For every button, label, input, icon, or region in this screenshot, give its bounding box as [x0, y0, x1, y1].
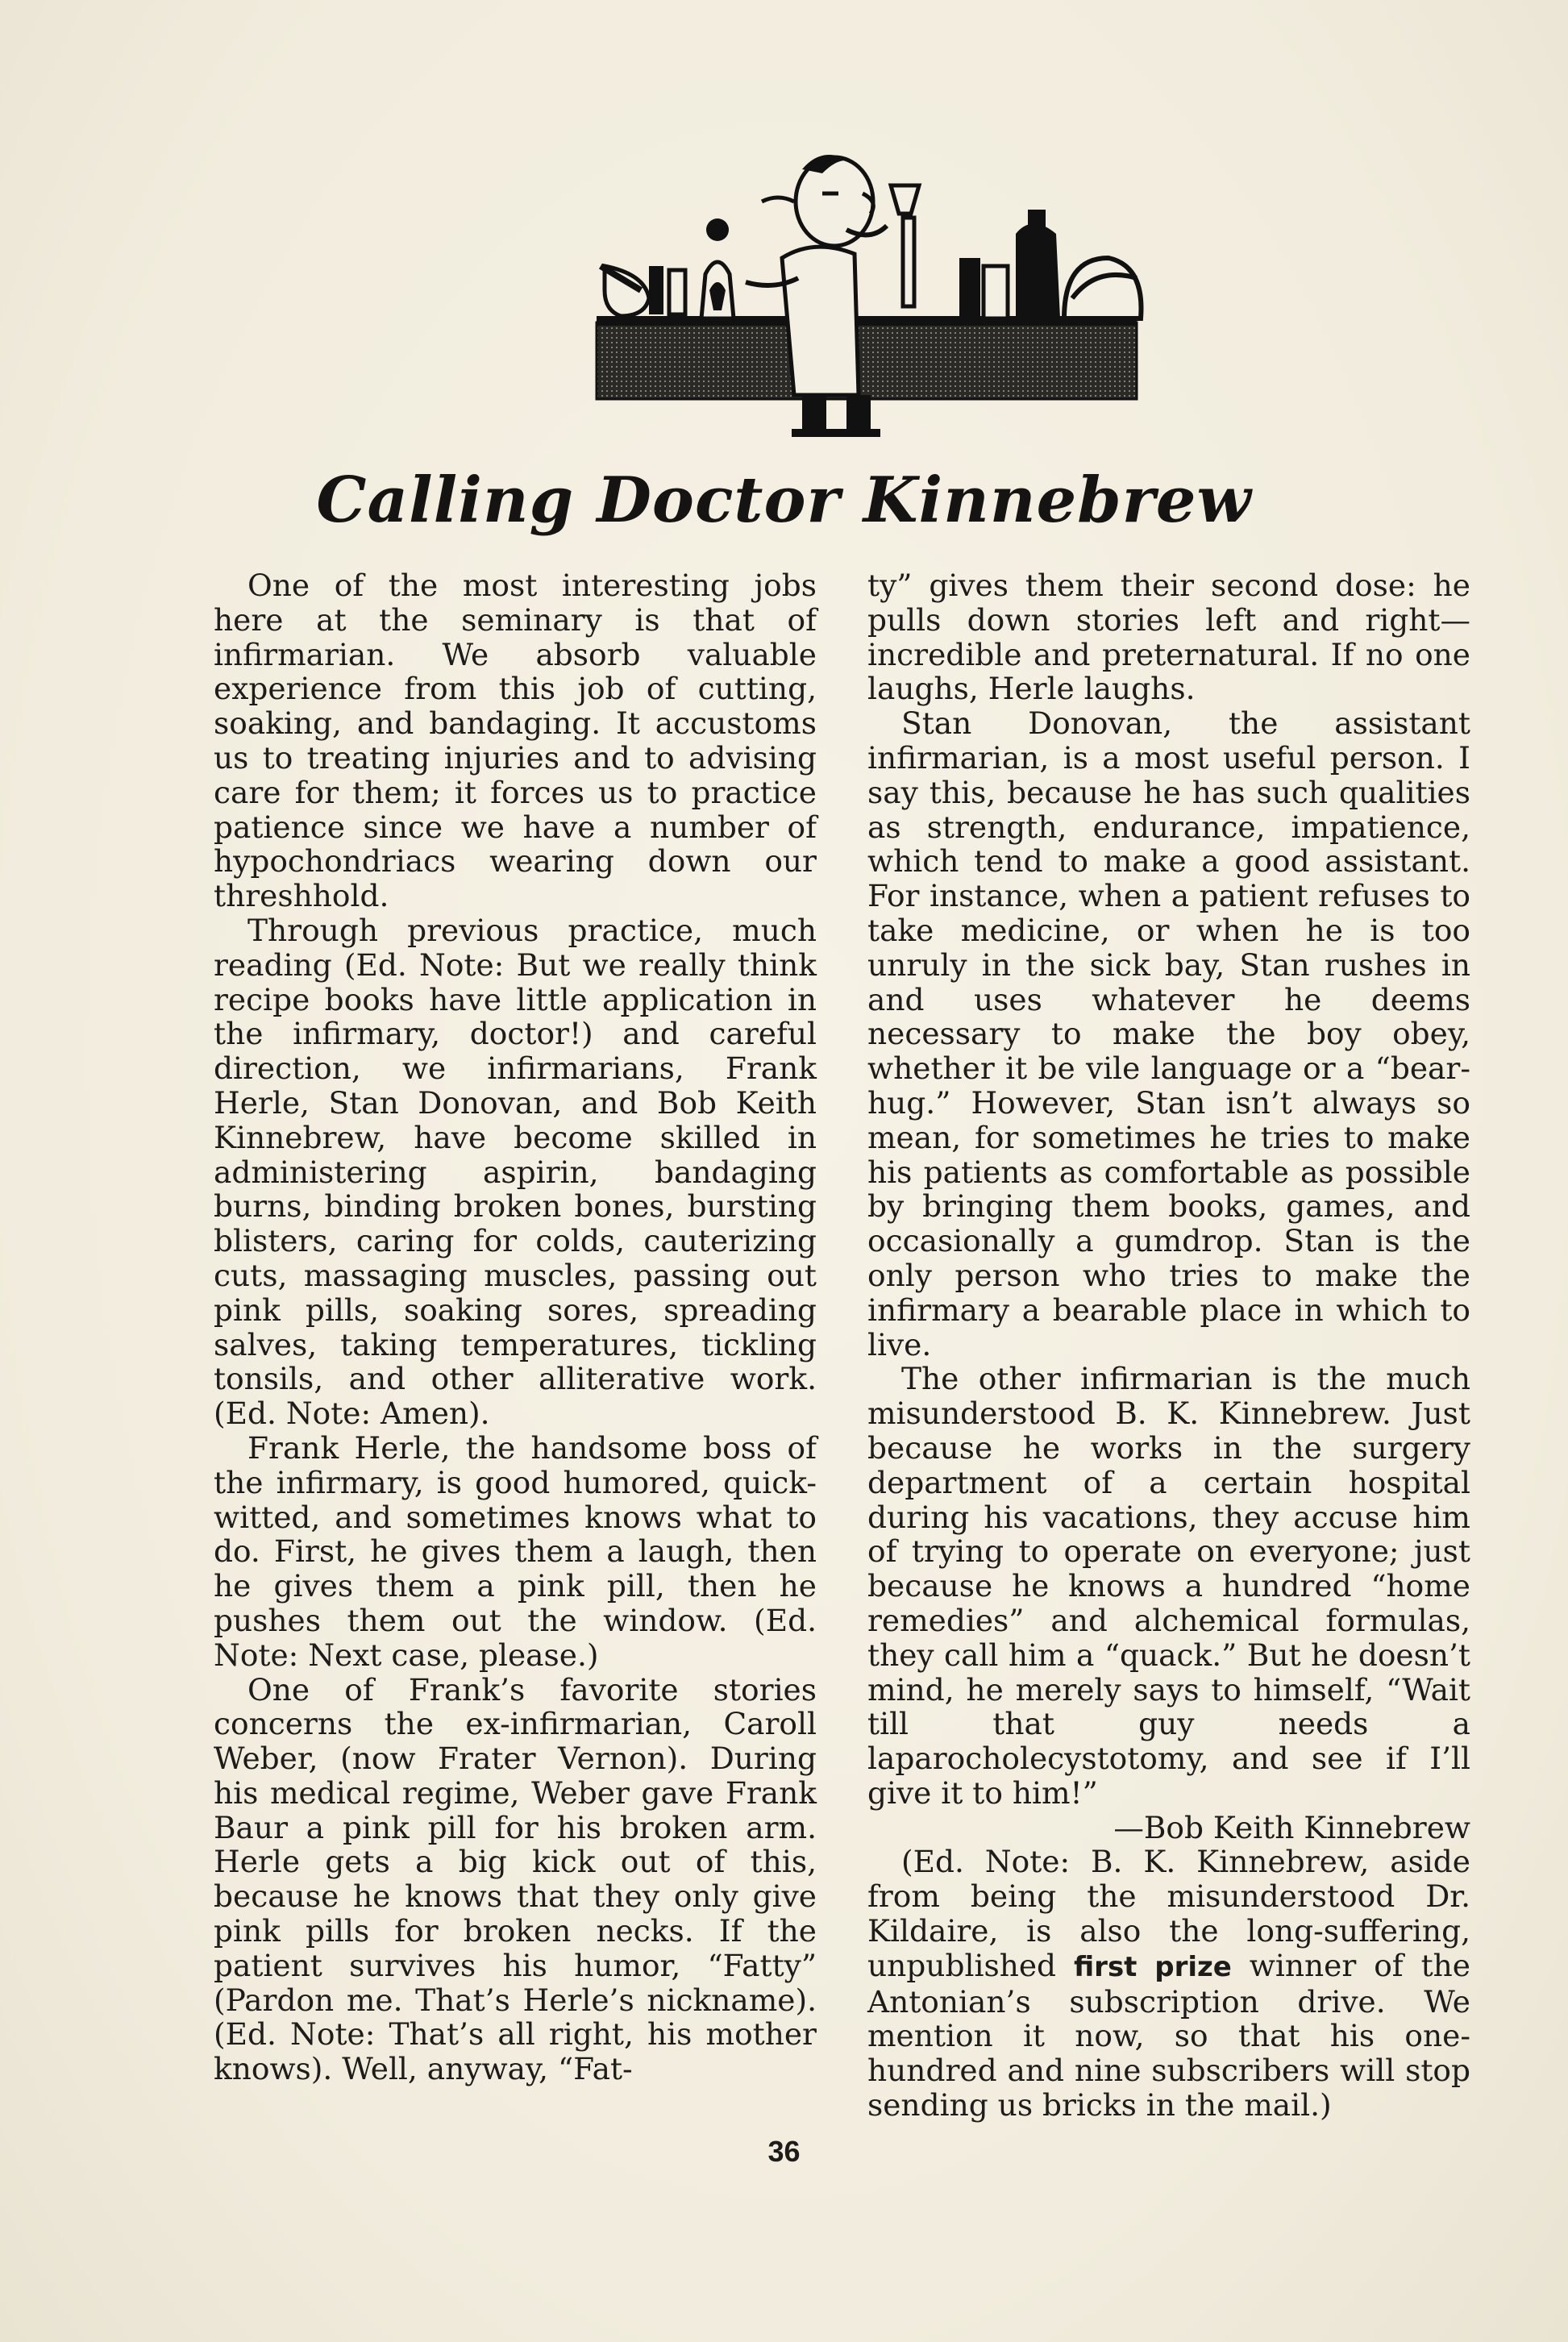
- ed-note-text: (Ed. Note: B. K. Kinnebrew, aside from being the misunderstood Dr. Kildaire, is also the long-suffering, unpublished: [867, 1844, 1470, 1983]
- pharmacist-illustration: [580, 137, 1161, 443]
- ed-note: [867, 1845, 1470, 2122]
- ed-note-text-end: winner of the Antonian’s subscription drive. We mention it now, so that his one-hundred and nine subscribers will stop sending us bricks in the mail.): [867, 1947, 1471, 2124]
- left-column: [214, 568, 817, 2086]
- paragraph: The other infirmarian is the much misunderstood B. K. Kinnebrew. Just because he works in the surgery department of a certain hospital during his vacations, they accuse him of trying to operate on everyone; just because he knows a hundred “home remedies” and alchemical formulas, they call him a “quack.” But he doesn’t mind, he merely says to himself, “Wait till that guy needs a laparocholecystotomy, and see if I’ll give it to him!”: [867, 1361, 1470, 1811]
- paragraph: Frank Herle, the handsome boss of the infirmary, is good humored, quick-witted, and sometimes knows what to do. First, he gives them a laugh, then he gives them a pink pill, then he pushes them out the window. (Ed. Note: Next case, please.): [214, 1429, 817, 1673]
- paragraph: Through previous practice, much reading (Ed. Note: But we really think recipe books have little application in the infirmary, doctor!) and careful direction, we infirmarians, Frank Herle, Stan Donovan, and Bob Keith Kinnebrew, have become skilled in administering aspirin, bandaging burns, binding broken bones, bursting blisters, caring for colds, cauterizing cuts, massaging muscles, passing out pink pills, soaking sores, spreading salves, taking temperatures, tickling tonsils, and other alliterative work. (Ed. Note: Amen).: [214, 912, 817, 1432]
- paragraph: ty” gives them their second dose: he pulls down stories left and right—incredible and preternatural. If no one laughs, Herle laughs.: [867, 568, 1470, 707]
- page-number: 36: [767, 2135, 801, 2168]
- paragraph: One of the most interesting jobs here at the seminary is that of infirmarian. We absorb valuable experience from this job of cutting, soaking, and bandaging. It accustoms us to treating injuries and to advising care for them; it forces us to practice patience since we have a number of hypochondriacs wearing down our threshhold.: [214, 568, 817, 914]
- paragraph: Stan Donovan, the assistant infirmarian, is a most useful person. I say this, because he has such qualities as strength, endurance, impatience, which tend to make a good assistant. For instance, when a patient refuses to take medicine, or when he is too unruly in the sick bay, Stan rushes in and uses whatever he deems necessary to make the boy obey, whether it be vile language or a “bear-hug.” However, Stan isn’t always so mean, for sometimes he tries to make his patients as comfortable as possible by bringing them books, games, and occasionally a gumdrop. Stan is the only person who tries to make the infirmary a bearable place in which to live.: [867, 705, 1470, 1362]
- right-column: [867, 568, 1470, 2123]
- byline: —Bob Keith Kinnebrew: [1113, 1809, 1470, 1845]
- ed-note-bold: first prize: [1073, 1950, 1232, 1983]
- paragraph: One of Frank’s favorite stories concerns the ex-infirmarian, Caroll Weber, (now Frater Vernon). During his medical regime, Weber gave Frank Baur a pink pill for his broken arm. Herle gets a big kick out of this, because he knows that they only give pink pills for broken necks. If the patient survives his humor, “Fatty” (Pardon me. That’s Herle’s nickname). (Ed. Note: That’s all right, his mother knows). Well, anyway, “Fat-: [214, 1671, 817, 2087]
- article-title: Calling Doctor Kinnebrew: [316, 464, 1252, 537]
